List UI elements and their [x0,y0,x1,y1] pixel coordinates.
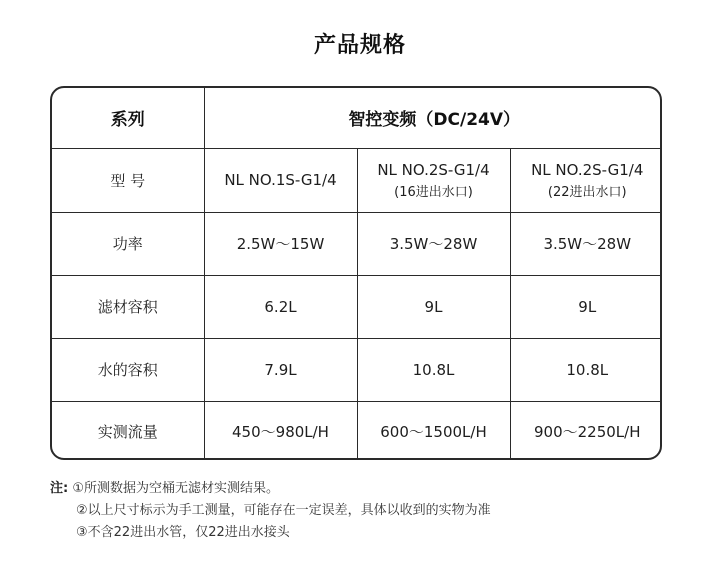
table-cell: 2.5W～15W [204,212,357,275]
notes [50,478,690,544]
note-item [50,522,690,544]
table-cell: 10.8L [357,338,510,401]
model-note: (16进出水口) [394,184,473,200]
table-cell: 450～980L/H [204,401,357,460]
table-row-water-volume [52,338,662,401]
table-row-filter-volume [52,275,662,338]
table-cell: 3.5W～28W [510,212,662,275]
table-row-power [52,212,662,275]
row-label: 滤材容积 [52,275,204,338]
spec-table [50,86,662,460]
note-text: ③不含22进出水管，仅22进出水接头 [76,525,290,540]
row-label: 水的容积 [52,338,204,401]
table-cell: 9L [357,275,510,338]
note-item [50,500,690,522]
model-name: NL NO.2S-G1/4 [377,160,490,179]
table-cell: 900～2250L/H [510,401,662,460]
model-name: NL NO.1S-G1/4 [224,171,337,189]
model-name: NL NO.2S-G1/4 [531,160,644,179]
model-cell-1 [204,148,357,212]
note-text: ①所测数据为空桶无滤材实测结果。 [72,481,279,496]
notes-prefix: 注: [50,481,69,496]
row-label: 型 号 [52,148,204,212]
table-cell: 10.8L [510,338,662,401]
model-cell-3 [510,148,662,212]
series-label-cell: 系列 [52,88,204,148]
table-cell: 9L [510,275,662,338]
table-row-flow [52,401,662,460]
row-label: 实测流量 [52,401,204,460]
note-text: ②以上尺寸标示为手工测量，可能存在一定误差，具体以收到的实物为准 [76,503,491,518]
row-label: 功率 [52,212,204,275]
model-note: (22进出水口) [547,184,627,200]
table-row-model [52,148,662,212]
table-header-row [52,88,662,148]
page-title: 产品规格 [313,33,406,58]
table-cell: 7.9L [204,338,357,401]
model-cell-2 [357,148,510,212]
table-cell: 6.2L [204,275,357,338]
table-cell: 3.5W～28W [357,212,510,275]
table-cell: 600～1500L/H [357,401,510,460]
note-item [50,478,690,500]
series-value-cell: 智控变频（DC/24V） [204,88,662,148]
